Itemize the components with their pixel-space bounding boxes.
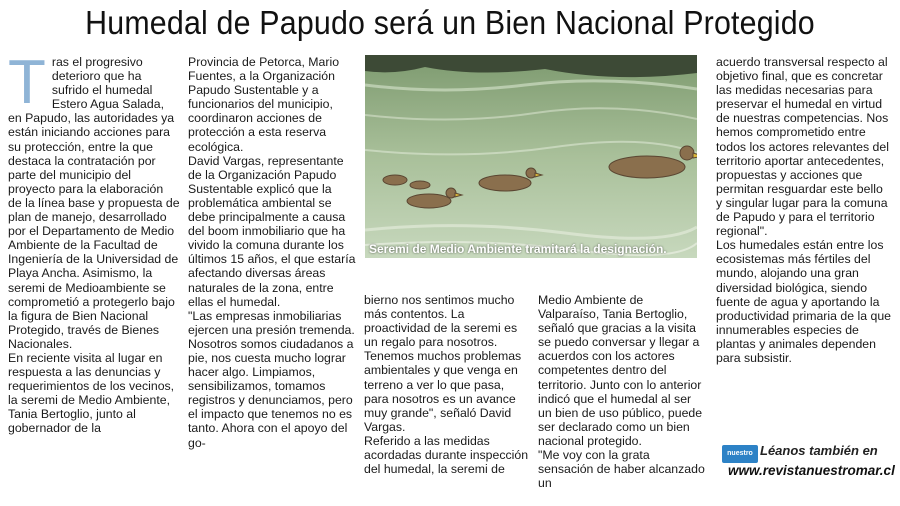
photo-caption: Seremi de Medio Ambiente tramitará la designación. bbox=[369, 242, 667, 256]
magazine-logo: nuestro bbox=[722, 445, 758, 463]
paragraph-agreement: acuerdo transversal respecto al objetivo final, que es concretar las medidas necesarias para preservar el humedal en virtud de nuestras competencias. Nos hemos comprometido entre todos los actores relevantes del territorio aportar antecedentes, propuestas y acciones que permitan resguardar este bello y singular lugar para la comuna de Papudo y para el territorio regional". bbox=[716, 55, 889, 239]
paragraph-visit: En reciente visita al lugar en respuesta a las denuncias y requerimientos de los vecinos, la seremi de Medio Ambiente, Tania Bertoglio, junto al gobernador de la bbox=[8, 350, 175, 436]
paragraph-wetlands: Los humedales están entre los ecosistemas más fértiles del mundo, alojando una gran diversidad biológica, siendo fuente de agua y aportando la productividad primaria de la que innumerables especies de plantas y animales dependen para subsistir. bbox=[716, 238, 891, 365]
article-column-2 bbox=[188, 55, 358, 450]
article-column-1 bbox=[8, 48, 180, 436]
paragraph-coordination: Provincia de Petorca, Mario Fuentes, a la Organización Papudo Sustentable y a funcionarios del municipio, coordinaron acciones de protección a esta reserva ecológica. bbox=[188, 55, 340, 154]
article-column-3 bbox=[364, 293, 530, 476]
website-promo[interactable] bbox=[722, 443, 897, 483]
paragraph-seremi: Medio Ambiente de Valparaíso, Tania Bertoglio, señaló que gracias a la visita se puedo conversar y llegar a acuerdos con los actores competentes dentro del territorio. Junto con lo anterior indicó que el humedal al ser un bien de uso público, puede ser declarado como un bien nacional protegido. bbox=[538, 293, 703, 448]
article-column-5 bbox=[716, 55, 892, 365]
promo-tagline: Léanos también en bbox=[760, 443, 878, 458]
ducks-in-wetland-image bbox=[365, 55, 697, 258]
paragraph-intro: ras el progresivo deterioro que ha sufrido el humedal Estero Agua Salada, en Papudo, las autoridades ya están iniciando acciones para su protección, entre la que destaca la contratación por parte del municipio del proyecto para la elaboración de la línea base y propuesta de plan de manejo, desarrollado por el Departamento de Medio Ambiente de la Facultad de Ingeniería de la Universidad de Playa Ancha. Asimismo, la seremi de Medioambiente se comprometió a protegerlo bajo la figura de Bien Nacional Protegido, través de Bienes Nacionales. bbox=[8, 55, 180, 351]
paragraph-measures: Referido a las medidas acordadas durante inspección del humedal, la seremi de bbox=[364, 433, 529, 477]
promo-website-link[interactable]: www.revistanuestromar.cl bbox=[728, 463, 895, 478]
paragraph-vargas: David Vargas, representante de la Organización Papudo Sustentable explicó que la problemática ambiental se debe principalmente a causa del boom inmobiliario que ha vivido la comuna durante los últimos 15 años, el que estaría afectando diversas áreas naturales de la zona, entre ellas el humedal. bbox=[188, 153, 356, 309]
article-column-4 bbox=[538, 293, 706, 490]
article-photo-ducks bbox=[365, 55, 697, 258]
paragraph-quote: "Las empresas inmobiliarias ejercen una presión tremenda. Nosotros somos ciudadanos a pie, nos cuesta mucho lograr hacer algo. Limpiamos, sensibilizamos, tomamos registros y denunciamos, pero el impacto que tenemos no es tanto. Ahora con el apoyo del go- bbox=[188, 308, 355, 450]
paragraph-quote-cont: bierno nos sentimos mucho más contentos. La proactividad de la seremi es un regalo para nosotros. Tenemos muchos problemas ambientales y que venga en terreno a ver lo que pasa, para nosotros es un avance muy grande", señaló David Vargas. bbox=[364, 293, 522, 434]
paragraph-seremi-quote: "Me voy con la grata sensación de haber alcanzado un bbox=[538, 448, 705, 491]
drop-cap: T bbox=[8, 48, 46, 117]
article-headline: Humedal de Papudo será un Bien Nacional Protegido bbox=[85, 4, 815, 41]
